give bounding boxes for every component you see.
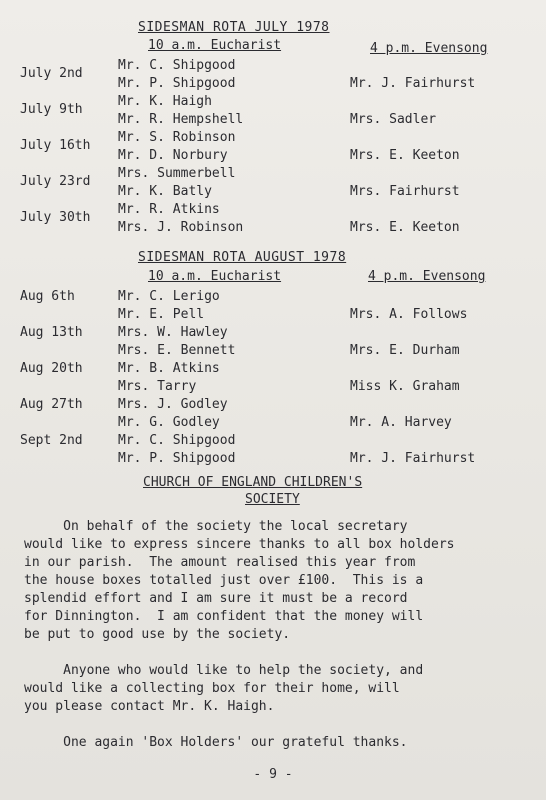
july-col-evensong: 4 p.m. Evensong <box>370 41 488 56</box>
rota-date: Aug 6th <box>20 289 75 304</box>
society-paragraph-2: Anyone who would like to help the society, and would like a collecting box for their home, will you please contact Mr. K. Haigh. <box>24 663 424 714</box>
rota-eucharist-name: Mr. R. Hempshell <box>118 112 244 127</box>
rota-eucharist-name: Mr. K. Batly <box>118 184 212 199</box>
rota-date: July 2nd <box>20 66 83 81</box>
august-col-evensong: 4 p.m. Evensong <box>368 269 486 284</box>
rota-evensong-name: Mrs. E. Keeton <box>350 220 460 235</box>
august-col-eucharist: 10 a.m. Eucharist <box>148 269 282 284</box>
rota-eucharist-name: Mr. P. Shipgood <box>118 451 236 466</box>
rota-date: Aug 27th <box>20 397 83 412</box>
rota-eucharist-name: Mr. P. Shipgood <box>118 76 236 91</box>
rota-eucharist-name: Mr. K. Haigh <box>118 94 212 109</box>
rota-date: July 9th <box>20 102 83 117</box>
rota-evensong-name: Mr. J. Fairhurst <box>350 451 476 466</box>
rota-eucharist-name: Mrs. Summerbell <box>118 166 236 181</box>
rota-evensong-name: Miss K. Graham <box>350 379 460 394</box>
rota-eucharist-name: Mrs. Tarry <box>118 379 197 394</box>
society-title-line1: CHURCH OF ENGLAND CHILDREN'S <box>143 475 363 490</box>
rota-eucharist-name: Mrs. E. Bennett <box>118 343 236 358</box>
society-paragraph-1: On behalf of the society the local secretary would like to express sincere thanks to all box holders in our parish. The amount realised this year from the house boxes totalled just over £100. This is a splendid effort and I am sure it must be a record for Dinnington. I am confident that the money will be put to good use by the society. <box>24 519 455 642</box>
rota-eucharist-name: Mr. E. Pell <box>118 307 205 322</box>
august-rota-title: SIDESMAN ROTA AUGUST 1978 <box>138 250 347 265</box>
rota-evensong-name: Mrs. E. Keeton <box>350 148 460 163</box>
rota-evensong-name: Mr. A. Harvey <box>350 415 452 430</box>
rota-date: July 23rd <box>20 174 91 189</box>
rota-eucharist-name: Mrs. J. Robinson <box>118 220 244 235</box>
rota-date: Sept 2nd <box>20 433 83 448</box>
rota-date: Aug 20th <box>20 361 83 376</box>
rota-eucharist-name: Mr. B. Atkins <box>118 361 220 376</box>
rota-date: July 30th <box>20 210 91 225</box>
society-paragraph-3: One again 'Box Holders' our grateful thanks. <box>24 735 408 750</box>
rota-eucharist-name: Mr. C. Shipgood <box>118 58 236 73</box>
society-title-line2: SOCIETY <box>245 492 300 507</box>
july-rota-title: SIDESMAN ROTA JULY 1978 <box>138 20 330 35</box>
rota-evensong-name: Mrs. Fairhurst <box>350 184 460 199</box>
rota-eucharist-name: Mr. G. Godley <box>118 415 220 430</box>
page-number: - 9 - <box>253 767 293 782</box>
july-col-eucharist: 10 a.m. Eucharist <box>148 38 282 53</box>
rota-evensong-name: Mrs. Sadler <box>350 112 437 127</box>
rota-date: Aug 13th <box>20 325 83 340</box>
rota-eucharist-name: Mrs. W. Hawley <box>118 325 228 340</box>
rota-evensong-name: Mrs. A. Follows <box>350 307 468 322</box>
rota-evensong-name: Mr. J. Fairhurst <box>350 76 476 91</box>
rota-evensong-name: Mrs. E. Durham <box>350 343 460 358</box>
rota-eucharist-name: Mr. D. Norbury <box>118 148 228 163</box>
rota-eucharist-name: Mr. C. Shipgood <box>118 433 236 448</box>
rota-eucharist-name: Mr. S. Robinson <box>118 130 236 145</box>
rota-eucharist-name: Mr. R. Atkins <box>118 202 220 217</box>
rota-eucharist-name: Mrs. J. Godley <box>118 397 228 412</box>
rota-date: July 16th <box>20 138 91 153</box>
rota-eucharist-name: Mr. C. Lerigo <box>118 289 220 304</box>
